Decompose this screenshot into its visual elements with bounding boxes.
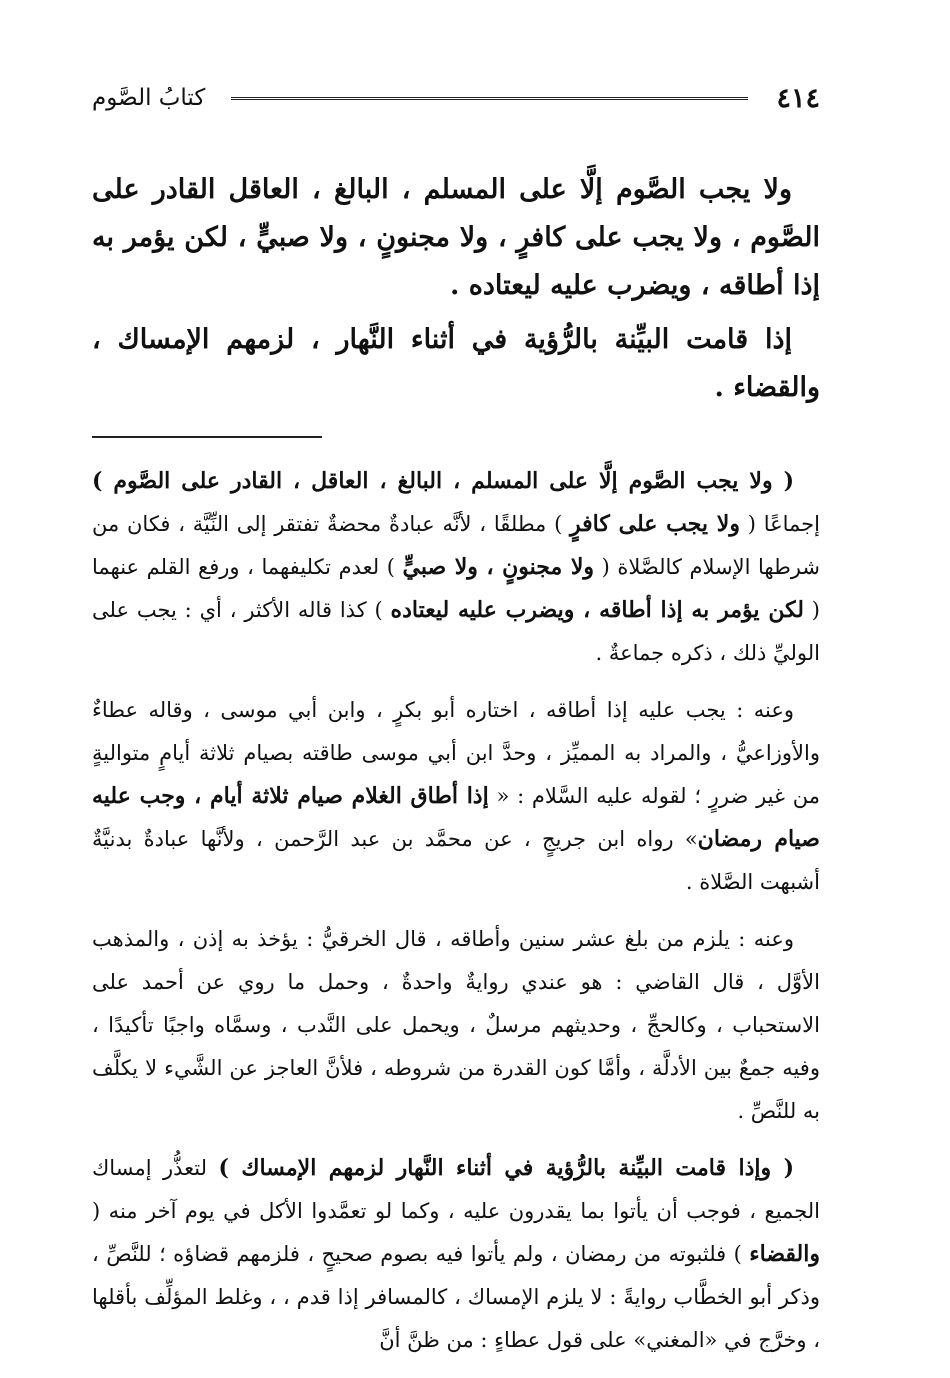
quoted-text: ولا مجنونٍ ، ولا صبيٍّ: [402, 554, 595, 580]
commentary-paragraph-3: وعنه : يلزم من بلغ عشر سنين وأطاقه ، قال الخرقيُّ : يؤخذ به إذن ، والمذهب الأوَّل ، قال القاضي : هو عندي روايةٌ واحدةٌ ، وحمل ما روي عن أحمد على الاستحباب ، وكالحجِّ ، وحديثهم مرسلٌ ، ويحمل على النَّدب ، وسمَّاه واجبًا تأكيدًا ، وفيه جمعٌ بين الأدلَّة ، وأمَّا كون القدرة من شروطه ، فلأنَّ العاجز عن الشَّيء لا يكلَّف به للنَّصِّ .: [92, 927, 820, 1123]
page-header: [92, 70, 820, 126]
quoted-text: ولا يجب على كافرٍ: [570, 511, 740, 537]
commentary-text: ) كذا قاله الأكثر ، أي : يجب على الوليِّ ذلك ، ذكره جماعةٌ .: [92, 598, 820, 665]
quoted-text: ( وإذا قامت البيِّنة بالرُّؤية في أثناء النَّهار لزمهم الإمساك ): [218, 1155, 795, 1181]
commentary-text: إجماعًا (: [739, 512, 821, 536]
book-page: [92, 70, 820, 1376]
commentary-text: وعنه : يجب عليه إذا أطاقه ، اختاره أبو بكرٍ ، وابن أبي موسى ، وقاله عطاءٌ والأوزاعيُّ ، والمراد به المميِّز ، وحدَّ ابن أبي موسى طاقته بصيام ثلاثة أيامٍ متواليةٍ من غير ضررٍ ؛ لقوله عليه السَّلام : «: [92, 698, 820, 808]
commentary-text: ) لعدم تكليفهما ، ورفع القلم عنهما (: [92, 555, 820, 622]
commentary-text: ) فلثبوته من رمضان ، ولم يأتوا فيه بصوم صحيحٍ ، فلزمهم قضاؤه ؛ للنَّصِّ ، وذكر أبو الخطَّاب روايةً : لا يلزم الإمساك ، كالمسافر إذا قدم ، ، وغلط المؤلِّف بأقلها ، وخرَّج في «المغني» على قول عطاءٍ : من ظنَّ أنَّ: [92, 1242, 820, 1352]
commentary-text: لتعذُّر إمساك الجميع ، فوجب أن يأتوا بما يقدرون عليه ، وكما لو تعمَّدوا الأكل في يوم آخر منه (: [92, 1156, 820, 1223]
commentary-paragraph-2: [92, 689, 820, 904]
commentary-paragraph-4: [92, 1147, 820, 1362]
main-text-paragraph-2: إذا قامت البيِّنة بالرُّؤية في أثناء النَّهار ، لزمهم الإمساك ، والقضاء .: [92, 324, 820, 403]
hadith-text: إذا أطاق الغلام صيام ثلاثة أيام ، وجب عليه صيام رمضان: [92, 783, 820, 852]
main-text: [92, 166, 820, 412]
commentary-paragraph-1: [92, 460, 820, 675]
commentary-text: » رواه ابن جريجٍ ، عن محمَّد بن عبد الرَّحمن ، ولأنَّها عبادةٌ بدنيَّةٌ أشبهت الصَّلاة .: [92, 827, 820, 894]
quoted-text: ( ولا يجب الصَّوم إلَّا على المسلم ، البالغ ، العاقل ، القادر على الصَّوم ): [92, 468, 794, 494]
main-text-paragraph-1: ولا يجب الصَّوم إلَّا على المسلم ، البالغ ، العاقل القادر على الصَّوم ، ولا يجب على كافرٍ ، ولا مجنونٍ ، ولا صبيٍّ ، لكن يؤمر به إذا أطاقه ، ويضرب عليه ليعتاده .: [92, 174, 820, 301]
chapter-title: كتابُ الصَّوم: [92, 85, 206, 111]
quoted-text: والقضاء: [749, 1241, 820, 1267]
commentary-text: ) مطلقًا ، لأنَّه عبادةٌ محضةٌ تفتقر إلى النِّيَّة ، فكان من شرطها الإسلام كالصَّلاة (: [92, 512, 820, 579]
header-rule: [231, 97, 748, 100]
section-divider: [92, 436, 322, 438]
quoted-text: لكن يؤمر به إذا أطاقه ، ويضرب عليه ليعتاده: [390, 597, 804, 623]
commentary: [92, 460, 820, 1362]
page-number: ٤١٤: [776, 82, 820, 114]
